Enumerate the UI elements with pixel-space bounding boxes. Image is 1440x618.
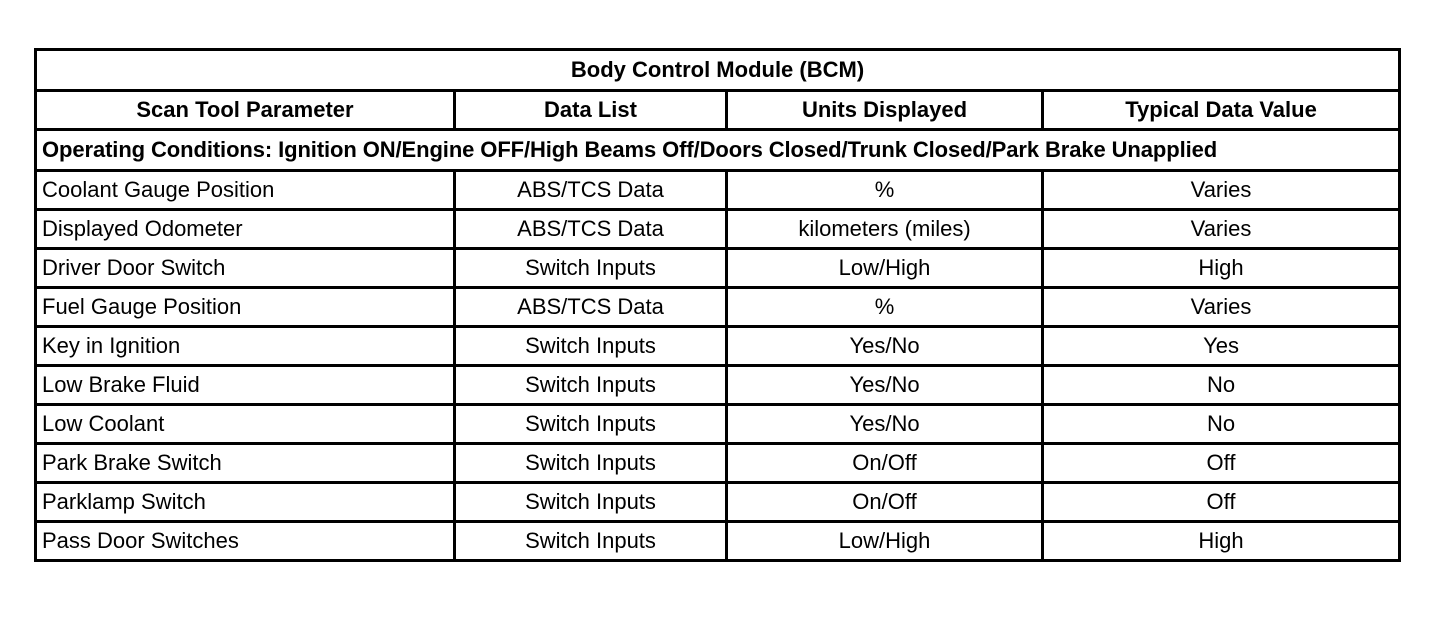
cell-param: Driver Door Switch	[36, 249, 455, 288]
cell-param: Parklamp Switch	[36, 483, 455, 522]
cell-data-list: Switch Inputs	[455, 405, 727, 444]
cell-units: kilometers (miles)	[727, 210, 1043, 249]
table-row	[36, 405, 1400, 444]
table-row	[36, 171, 1400, 210]
cell-data-list: Switch Inputs	[455, 249, 727, 288]
table-header-row	[36, 91, 1400, 130]
cell-param: Low Coolant	[36, 405, 455, 444]
cell-data-list: ABS/TCS Data	[455, 210, 727, 249]
cell-param: Low Brake Fluid	[36, 366, 455, 405]
cell-param: Key in Ignition	[36, 327, 455, 366]
cell-typical-value: No	[1043, 366, 1400, 405]
cell-data-list: ABS/TCS Data	[455, 171, 727, 210]
header-data-list: Data List	[455, 91, 727, 130]
cell-units: Low/High	[727, 249, 1043, 288]
cell-typical-value: Varies	[1043, 210, 1400, 249]
cell-units: Yes/No	[727, 366, 1043, 405]
cell-param: Coolant Gauge Position	[36, 171, 455, 210]
cell-typical-value: High	[1043, 249, 1400, 288]
cell-param: Fuel Gauge Position	[36, 288, 455, 327]
cell-data-list: Switch Inputs	[455, 522, 727, 561]
cell-param: Pass Door Switches	[36, 522, 455, 561]
cell-typical-value: Off	[1043, 483, 1400, 522]
header-typical-data-value: Typical Data Value	[1043, 91, 1400, 130]
cell-data-list: Switch Inputs	[455, 483, 727, 522]
cell-units: Yes/No	[727, 405, 1043, 444]
cell-typical-value: Yes	[1043, 327, 1400, 366]
table-row	[36, 444, 1400, 483]
bcm-data-table-container	[34, 48, 1398, 562]
cell-typical-value: No	[1043, 405, 1400, 444]
bcm-data-table	[34, 48, 1401, 562]
cell-typical-value: Varies	[1043, 288, 1400, 327]
table-row	[36, 366, 1400, 405]
cell-units: %	[727, 171, 1043, 210]
table-title: Body Control Module (BCM)	[36, 50, 1400, 91]
cell-units: On/Off	[727, 444, 1043, 483]
cell-param: Park Brake Switch	[36, 444, 455, 483]
operating-conditions: Operating Conditions: Ignition ON/Engine OFF/High Beams Off/Doors Closed/Trunk Closed/Park Brake Unapplied	[36, 130, 1400, 171]
cell-units: Yes/No	[727, 327, 1043, 366]
cell-typical-value: Varies	[1043, 171, 1400, 210]
header-scan-tool-parameter: Scan Tool Parameter	[36, 91, 455, 130]
cell-data-list: Switch Inputs	[455, 444, 727, 483]
cell-typical-value: Off	[1043, 444, 1400, 483]
table-title-row	[36, 50, 1400, 91]
cell-units: %	[727, 288, 1043, 327]
cell-data-list: Switch Inputs	[455, 366, 727, 405]
table-row	[36, 327, 1400, 366]
table-row	[36, 483, 1400, 522]
cell-param: Displayed Odometer	[36, 210, 455, 249]
table-row	[36, 288, 1400, 327]
cell-typical-value: High	[1043, 522, 1400, 561]
cell-units: Low/High	[727, 522, 1043, 561]
cell-data-list: ABS/TCS Data	[455, 288, 727, 327]
header-units-displayed: Units Displayed	[727, 91, 1043, 130]
cell-units: On/Off	[727, 483, 1043, 522]
table-row	[36, 210, 1400, 249]
operating-conditions-row	[36, 130, 1400, 171]
table-row	[36, 522, 1400, 561]
table-row	[36, 249, 1400, 288]
cell-data-list: Switch Inputs	[455, 327, 727, 366]
